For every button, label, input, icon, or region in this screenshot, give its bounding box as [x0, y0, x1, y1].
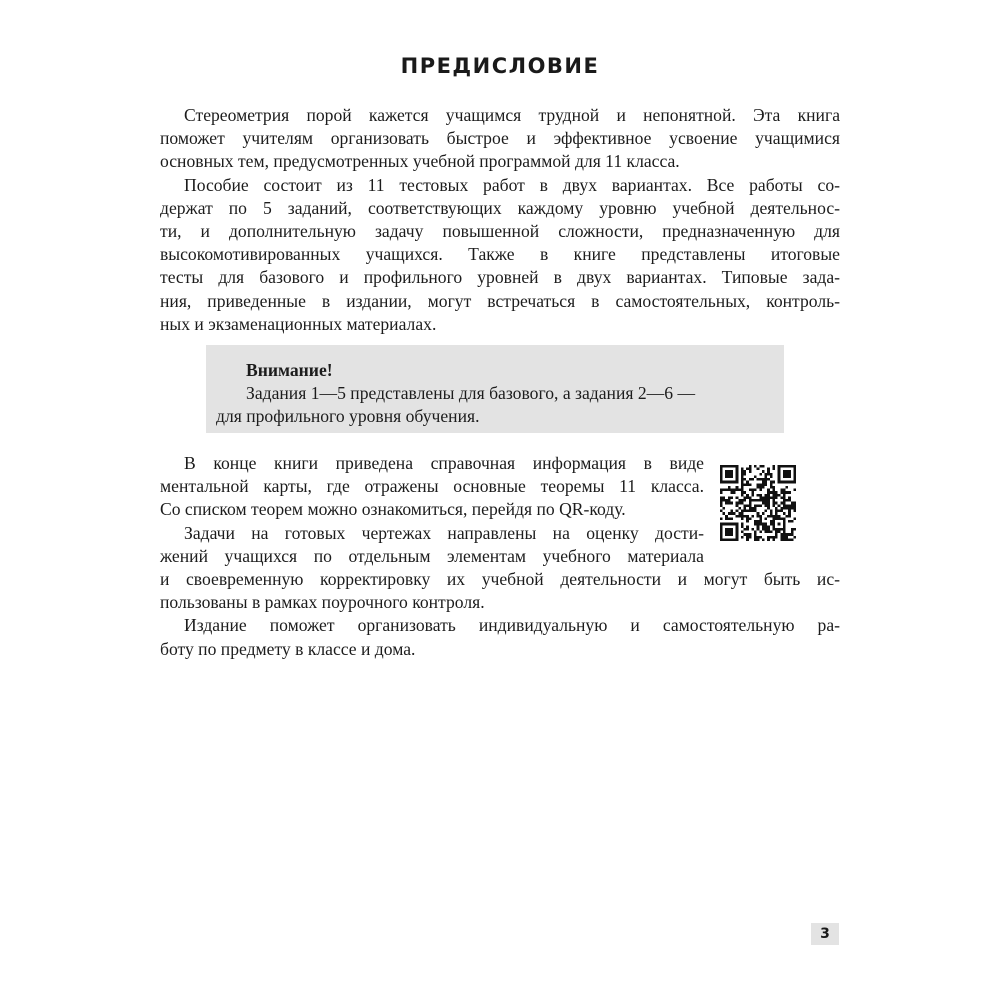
- notice-heading: Внимание!: [246, 360, 333, 380]
- page-title: ПРЕДИСЛОВИЕ: [400, 54, 600, 78]
- paragraph-intro-2: [160, 174, 840, 336]
- intro-section: [160, 104, 840, 336]
- text-line: боту по предмету в классе и дома.: [160, 638, 416, 659]
- text-line: Со списком теорем можно ознакомиться, перейдя по QR-коду.: [160, 499, 626, 520]
- text-line: жений учащихся по отдельным элементам учебного материала: [160, 545, 704, 566]
- text-line: ти, и дополнительную задачу повышенной сложности, предназначенную для: [160, 221, 840, 242]
- text-line: Пособие состоит из 11 тестовых работ в двух вариантах. Все работы со-: [184, 174, 840, 195]
- text-line: Стереометрия порой кажется учащимся трудной и непонятной. Эта книга: [184, 105, 840, 125]
- notice-text-line: для профильного уровня обучения.: [216, 406, 480, 427]
- text-line: В конце книги приведена справочная информация в виде: [184, 453, 704, 473]
- text-line: и своевременную корректировку их учебной деятельности и могут быть ис-: [160, 569, 840, 590]
- text-line: Издание поможет организовать индивидуальную и самостоятельную ра-: [184, 615, 840, 636]
- text-line: поможет учителям организовать быстрое и эффективное усвоение учащимися: [160, 128, 840, 149]
- text-line: тесты для базового и профильного уровней в двух вариантах. Типовые зада-: [160, 267, 840, 288]
- text-line: основных тем, предусмотренных учебной программой для 11 класса.: [160, 151, 680, 172]
- page-number: 3: [811, 923, 839, 945]
- text-line: ных и экзаменационных материалах.: [160, 313, 437, 334]
- text-line: пользованы в рамках поурочного контроля.: [160, 592, 485, 613]
- text-line: высокомотивированных учащихся. Также в книге представлены итоговые: [160, 244, 840, 265]
- text-line: держат по 5 заданий, соответствующих каждому уровню учебной деятельнос-: [160, 197, 840, 218]
- text-line: Задачи на готовых чертежах направлены на оценку дости-: [184, 522, 704, 543]
- notice-text-line: Задания 1—5 представлены для базового, а задания 2—6 —: [246, 383, 696, 404]
- text-line: ния, приведенные в издании, могут встречаться в самостоятельных, контроль-: [160, 290, 840, 311]
- notice-content: [206, 359, 754, 429]
- paragraph-intro-1: [160, 104, 840, 174]
- text-line: ментальной карты, где отражены основные теоремы 11 класса.: [160, 476, 704, 497]
- notice-box: [206, 345, 784, 433]
- paragraph-reference-3: [160, 614, 840, 660]
- qr-code-icon[interactable]: [720, 465, 796, 541]
